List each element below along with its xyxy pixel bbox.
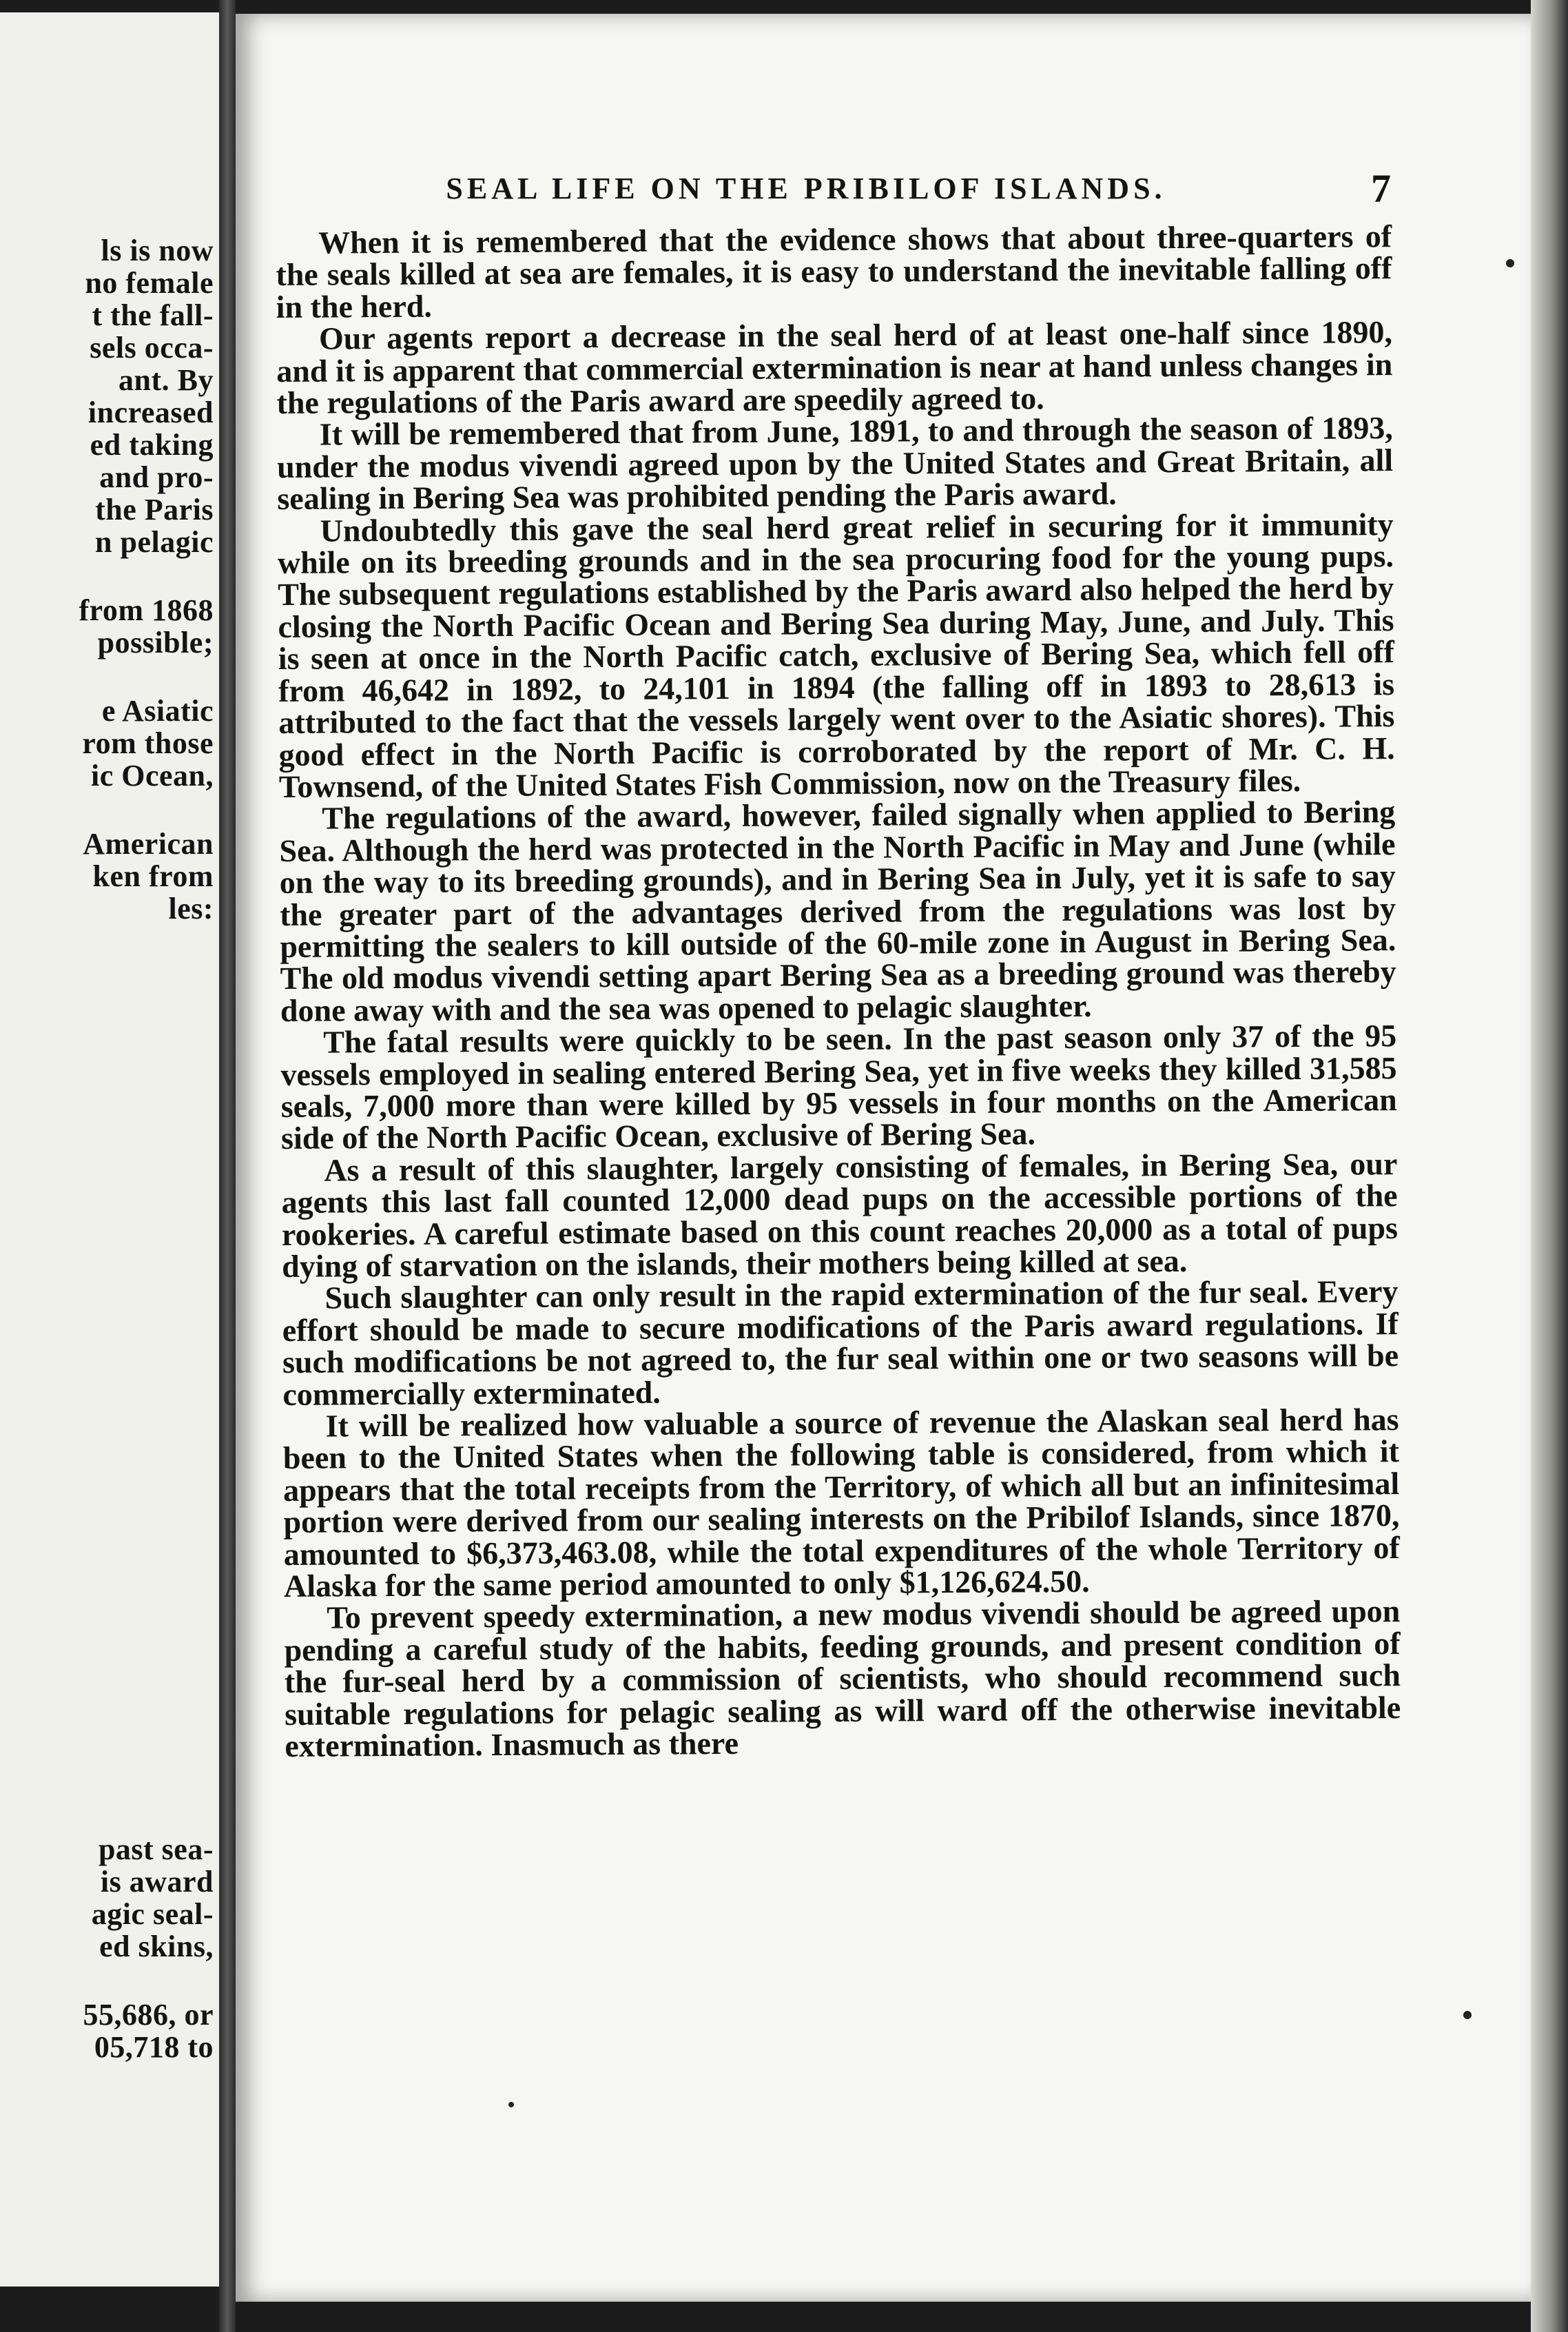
ink-speck [1506, 259, 1514, 267]
ink-speck [508, 2102, 514, 2107]
left-page-line: t the fall- [92, 298, 214, 332]
book-gutter [219, 0, 236, 2332]
left-page-line: the Paris [95, 493, 214, 526]
left-page-line: no female [85, 266, 214, 300]
left-page-line: agic seal- [91, 1897, 214, 1931]
left-page-line: ed skins, [99, 1930, 214, 1963]
page-edge [1531, 0, 1568, 2332]
left-page-line: and pro- [99, 460, 214, 494]
paragraph: Undoubtedly this gave the seal herd great relief in securing for it immunity while on its breeding grounds and in the sea procuring food for the young pups. The subsequent regulations established by the Paris award also helped the herd by closing the North Pacific Ocean and Bering Sea during May, June, and July. This is seen at once in the North Pacific catch, exclusive of Bering Sea, which fell off from 46,642 in 1892, to 24,101 in 1894 (the falling off in 1893 to 28,613 is attributed to the fact that the vessels largely went over to the Asiatic shores). This good effect in the North Pacific is corroborated by the report of Mr. C. H. Townsend, of the United States Fish Commission, now on the Treasury files. [277, 506, 1395, 804]
paragraph: When it is remembered that the evidence shows that about three-quarters of the seals killed at sea are females, it is easy to understand the inevitable falling off in the herd. [276, 218, 1392, 325]
left-page-line: les: [168, 892, 214, 925]
left-page-line: possible; [97, 626, 214, 659]
running-head: SEAL LIFE ON THE PRIBILOF ISLANDS. [446, 172, 1166, 205]
left-page-line: increased [87, 396, 214, 429]
left-page-line: American [83, 827, 214, 861]
left-page-line: from 1868 [79, 593, 214, 627]
paragraph: It will be realized how valuable a source of revenue the Alaskan seal herd has been to the United States when the following table is considered, from which it appears that the total receipts from the Territory, of which all but an infinitesimal portion were derived from our sealing interests on the Pribilof Islands, since 1870, amounted to $6,373,463.08, while the total expenditures of the whole Territory of Alaska for the same period amounted to only $1,126,624.50. [282, 1402, 1400, 1604]
left-page-line: e Asiatic [101, 694, 214, 728]
paragraph: Such slaughter can only result in the rapid extermination of the fur seal. Every effort should be made to secure modifications of the Paris award regulations. If such modifications be not agreed to, the fur seal within one or two seasons will be commercially exterminated. [282, 1274, 1399, 1412]
left-page [0, 12, 221, 2287]
body-text [276, 218, 1401, 1764]
paragraph: The regulations of the award, however, failed signally when applied to Bering Sea. Although the herd was protected in the North Pacific in May and June (while on the way to its breeding grounds), and in Bering Sea in July, yet it is safe to say the greater part of the advantages derived from the regulations was lost by permitting the sealers to kill outside of the 60-mile zone in August in Bering Sea. The old modus vivendi setting apart Bering Sea as a breeding ground was thereby done away with and the sea was opened to pelagic slaughter. [279, 794, 1396, 1028]
paragraph: To prevent speedy extermination, a new modus vivendi should be agreed upon pending a careful study of the habits, feeding grounds, and present condition of the fur-seal herd by a commission of scientists, who should recommend such suitable regulations for pelagic sealing as will ward off the otherwise inevitable extermination. Inasmuch as there [284, 1593, 1401, 1764]
left-page-line: ic Ocean, [90, 759, 214, 792]
left-page-line: ant. By [118, 363, 214, 397]
left-page-line: n pelagic [95, 525, 214, 559]
left-page-line: sels occa- [90, 331, 214, 365]
paragraph: The fatal results were quickly to be seen. In the past season only 37 of the 95 vessels employed in sealing entered Bering Sea, yet in five weeks they killed 31,585 seals, 7,000 more than were killed by 95 vessels in four months on the American side of the North Pacific Ocean, exclusive of Bering Sea. [280, 1018, 1397, 1156]
left-page-line: is award [100, 1865, 214, 1899]
paragraph: Our agents report a decrease in the seal herd of at least one-half since 1890, and it is apparent that commercial extermination is near at hand unless changes in the regulations of the Paris award are speedily agreed to. [276, 314, 1393, 421]
left-page-line: ken from [92, 859, 214, 893]
left-page-line: past sea- [98, 1832, 214, 1866]
left-page-line: 55,686, or [83, 1998, 214, 2032]
left-page-line: 05,718 to [94, 2030, 214, 2064]
paragraph: As a result of this slaughter, largely consisting of females, in Bering Sea, our agents this last fall counted 12,000 dead pups on the accessible portions of the rookeries. A careful estimate based on this count reaches 20,000 as a total of pups dying of starvation on the islands, their mothers being killed at sea. [281, 1145, 1399, 1284]
left-page-line: ed taking [90, 428, 214, 462]
paragraph: It will be remembered that from June, 1891, to and through the season of 1893, under the modus vivendi agreed upon by the United States and Great Britain, all sealing in Bering Sea was prohibited pending the Paris award. [276, 410, 1394, 517]
ink-speck [1463, 2011, 1472, 2019]
left-page-line: rom those [82, 726, 214, 760]
left-page-line: ls is now [101, 234, 214, 267]
page-number: 7 [1371, 166, 1391, 211]
